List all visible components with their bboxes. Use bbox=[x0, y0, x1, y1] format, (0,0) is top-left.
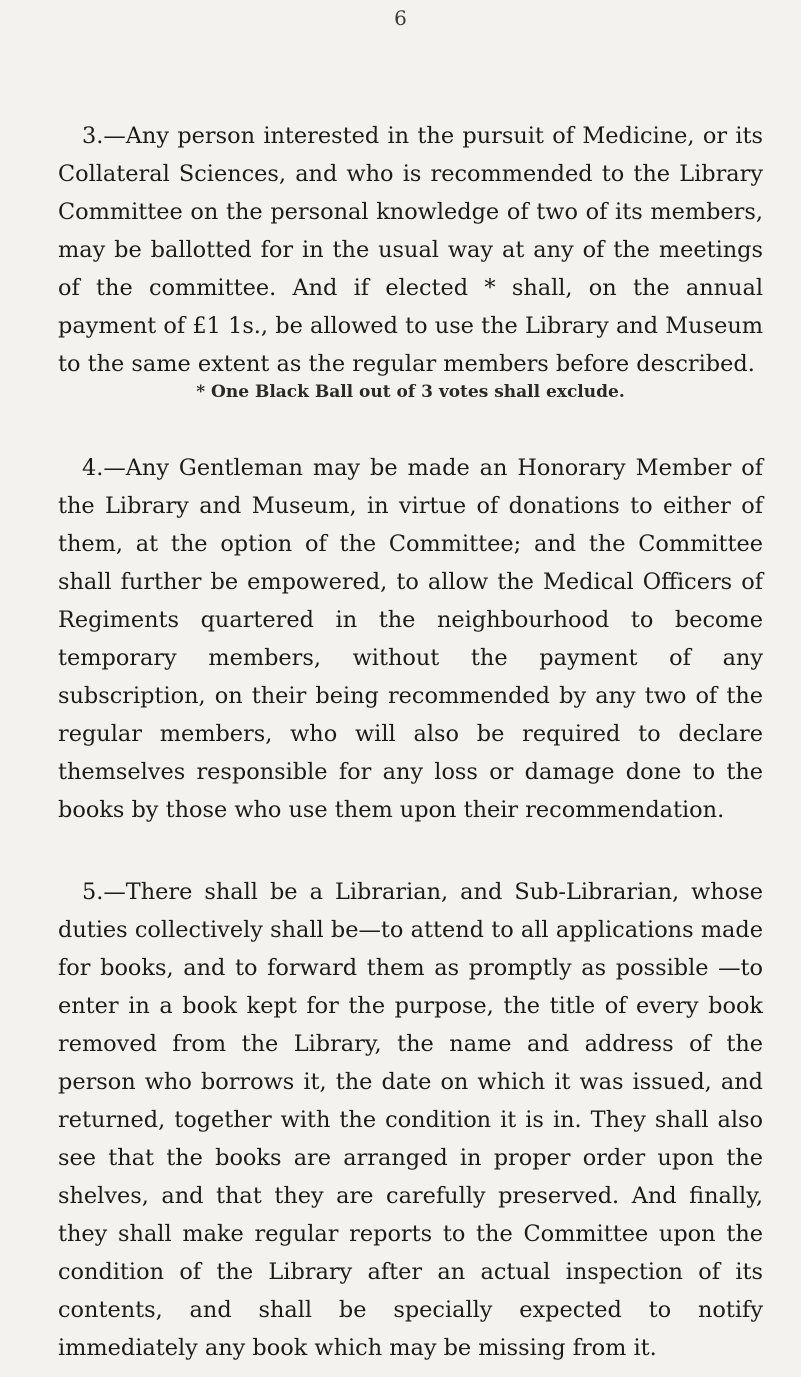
rule-5-paragraph: 5.—There shall be a Librarian, and Sub-Librarian, whose duties collectively shall be—to attend to all applications made for books, and to forward them as promptly as possible —to enter in a book kept for the purpose, the title of every book removed from the Library, the name and address of the person who borrows it, the date on which it was issued, and returned, together with the condition it is in. They shall also see that the books are arranged in proper order upon the shelves, and that they are carefully preserved. And finally, they shall make regular reports to the Committee upon the condition of the Library after an actual inspection of its contents, and shall be specially expected to notify immediately any book which may be missing from it. bbox=[58, 879, 763, 1361]
rule-3-paragraph: 3.—Any person interested in the pursuit of Medicine, or its Collateral Sciences, and who is recommended to the Library Committee on the personal knowledge of two of its members, may be ballotted for in the usual way at any of the meetings of the committee. And if elected * shall, on the annual payment of £1 1s., be allowed to use the Library and Museum to the same extent as the regular members before described. bbox=[58, 123, 763, 377]
rule-4-paragraph: 4.—Any Gentleman may be made an Honorary Member of the Library and Museum, in virtue of donations to either of them, at the option of the Committee; and the Committee shall further be empowered, to allow the Medical Officers of Regiments quartered in the neighbourhood to become temporary members, without the payment of any subscription, on their being recommended by any two of the regular members, who will also be required to declare themselves responsible for any loss or damage done to the books by those who use them upon their recommendation. bbox=[58, 455, 763, 823]
footnote: * One Black Ball out of 3 votes shall exclude. bbox=[196, 382, 625, 402]
page-number: 6 bbox=[394, 6, 407, 30]
